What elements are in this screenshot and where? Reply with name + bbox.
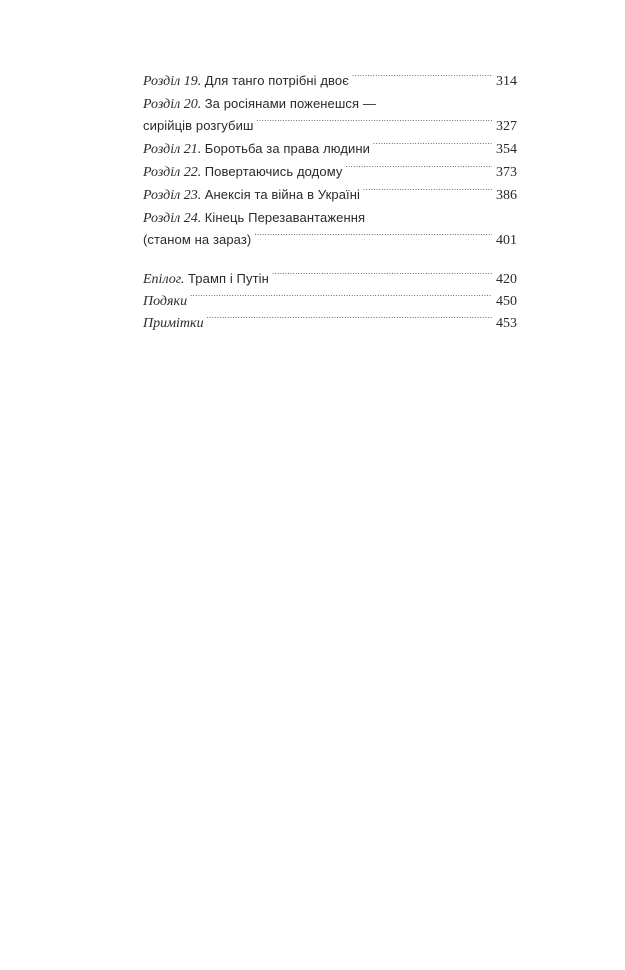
toc-line [143,229,517,251]
chapter-label: Розділ 22. [143,165,202,180]
page-number: 373 [496,165,517,180]
dot-leader [254,229,492,243]
dot-leader [272,268,492,282]
toc-line [143,115,517,137]
toc-line [143,291,517,312]
page-number: 386 [496,188,517,203]
chapter-title-continued: (станом на зараз) [143,232,252,247]
chapter-label: Розділ 20. [143,97,202,112]
dot-leader [257,115,493,129]
chapter-title: Повертаючись додому [204,164,343,179]
chapter-title: За росіянами поженешся — [204,96,376,111]
back-matter-label: Примітки [143,316,204,331]
section-spacer [143,252,517,268]
toc-line [143,138,517,160]
dot-leader [190,290,492,304]
dot-leader [207,312,492,326]
toc-entry-notes[interactable] [143,313,517,334]
dot-leader [373,138,492,152]
toc-entry-chapter-24[interactable] [143,207,517,251]
toc-line [143,184,517,206]
chapter-title: Для танго потрібні двоє [204,73,349,88]
toc-line [143,70,517,92]
dot-leader [363,184,492,198]
toc-line [143,93,517,115]
page-number: 327 [496,119,517,134]
back-matter-title: Трамп і Путін [188,271,269,286]
chapter-title: Анексія та війна в Україні [204,187,361,202]
chapter-title: Боротьба за права людини [204,141,371,156]
page-number: 450 [496,294,517,309]
toc-entry-epilogue[interactable] [143,268,517,290]
page-number: 453 [496,316,517,331]
back-matter-label: Подяки [143,294,188,309]
back-matter-label: Епілог. [143,272,185,287]
dot-leader [345,161,492,175]
chapter-title: Кінець Перезавантаження [204,210,366,225]
toc-line [143,268,517,290]
toc-entry-acknowledgements[interactable] [143,291,517,312]
chapter-label: Розділ 24. [143,211,202,226]
toc-line [143,207,517,229]
chapter-label: Розділ 23. [143,188,202,203]
page-number: 314 [496,74,517,89]
page-number: 401 [496,233,517,248]
chapter-label: Розділ 21. [143,142,202,157]
chapter-title-continued: сирійців розгубиш [143,118,254,133]
toc-entry-chapter-22[interactable] [143,161,517,183]
toc-entry-chapter-20[interactable] [143,93,517,137]
toc-entry-chapter-19[interactable] [143,70,517,92]
page-number: 354 [496,142,517,157]
toc-line [143,313,517,334]
toc-entry-chapter-23[interactable] [143,184,517,206]
toc-line [143,161,517,183]
table-of-contents [143,70,517,335]
dot-leader [352,70,492,84]
page-number: 420 [496,272,517,287]
toc-entry-chapter-21[interactable] [143,138,517,160]
chapter-label: Розділ 19. [143,74,202,89]
